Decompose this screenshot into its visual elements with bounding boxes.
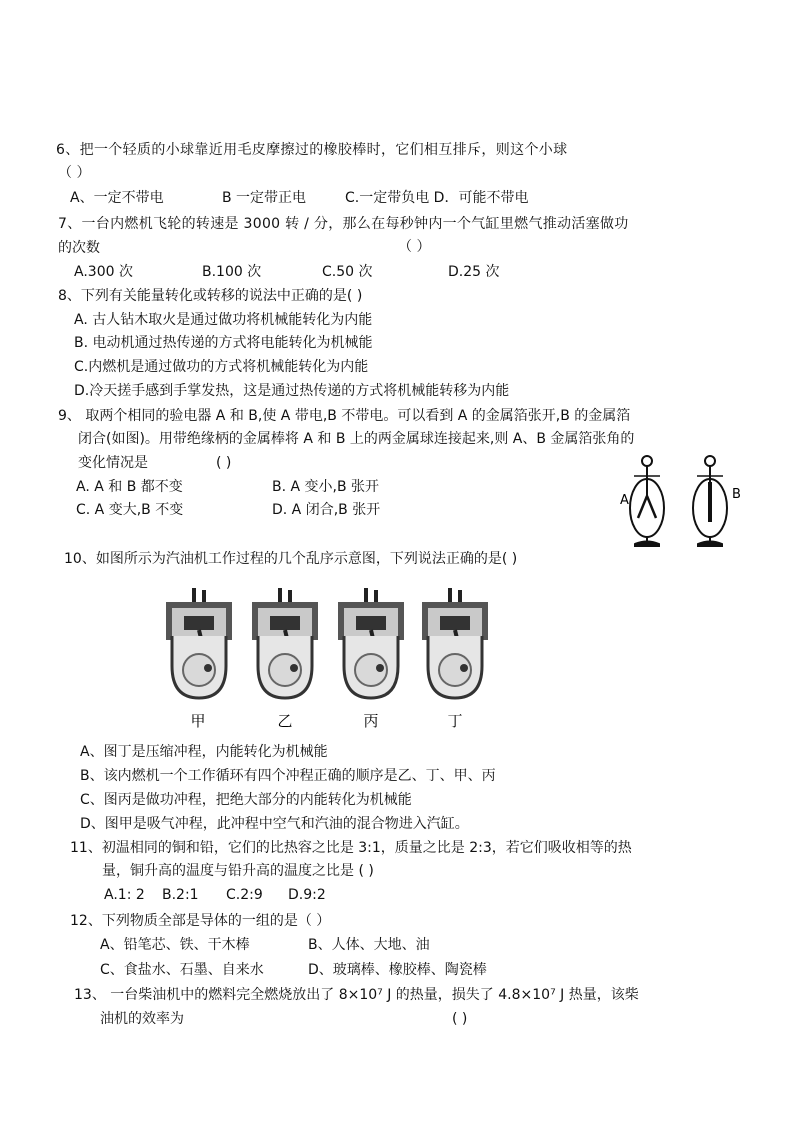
engine-diagram-jia [166, 588, 232, 698]
engine-diagram-bing [338, 588, 404, 698]
engine-diagram-ding [422, 588, 488, 698]
q12-stem: 12、下列物质全部是导体的一组的是（ ） [70, 913, 331, 929]
engine-label-bing: 丙 [363, 712, 379, 730]
q7-stem-line1: 7、一台内燃机飞轮的转速是 3000 转 / 分，那么在每秒钟内一个气缸里燃气推动活塞做功 [58, 216, 629, 232]
q13-stem-line1: 13、 一台柴油机中的燃料完全燃烧放出了 8×10⁷ J 的热量，损失了 4.8×10⁷ J 热量，该柴 [74, 987, 639, 1003]
q8-option-a: A. 古人钻木取火是通过做功将机械能转化为内能 [74, 312, 373, 328]
electroscope-a [630, 456, 664, 546]
electroscope-b-label: B [732, 487, 741, 502]
q9-stem-line2: 闭合(如图)。用带绝缘柄的金属棒将 A 和 B 上的两金属球连接起来,则 A、B 金属箔张角的 [78, 431, 635, 447]
q6-option-a: A、一定不带电 [70, 190, 164, 206]
q11-stem-line1: 11、初温相同的铜和铅，它们的比热容之比是 3:1，质量之比是 2:3，若它们吸收相等的热 [70, 840, 632, 856]
engine-label-ding: 丁 [447, 712, 463, 730]
q12-option-b: B、人体、大地、油 [308, 937, 430, 953]
q10-stem: 10、如图所示为汽油机工作过程的几个乱序示意图，下列说法正确的是( ) [64, 551, 518, 567]
engine-diagram-yi [252, 588, 318, 698]
electroscope-b [693, 456, 727, 546]
q13-answer-paren: ( ) [452, 1011, 468, 1027]
q7-option-c: C.50 次 [322, 264, 373, 280]
q7-option-d: D.25 次 [448, 264, 500, 280]
q12-option-a: A、铅笔芯、铁、干木棒 [100, 937, 250, 953]
electroscope-figure [618, 448, 768, 558]
q8-option-c: C.内燃机是通过做功的方式将机械能转化为内能 [74, 359, 369, 375]
q11-option-c: C.2:9 [226, 887, 263, 903]
electroscope-a-label: A [620, 493, 629, 508]
engine-strokes-figure [158, 586, 498, 738]
q7-answer-paren: （ ） [398, 239, 431, 255]
q10-option-c: C、图丙是做功冲程，把绝大部分的内能转化为机械能 [80, 792, 412, 808]
q12-option-c: C、食盐水、石墨、自来水 [100, 962, 264, 978]
q6-stem-line1: 6、把一个轻质的小球靠近用毛皮摩擦过的橡胶棒时，它们相互排斥，则这个小球 [56, 142, 568, 158]
q7-option-b: B.100 次 [202, 264, 262, 280]
q11-stem-line2: 量，铜升高的温度与铅升高的温度之比是 ( ) [102, 863, 374, 879]
q9-stem-line3: 变化情况是 [78, 455, 148, 471]
q8-option-b: B. 电动机通过热传递的方式将电能转化为机械能 [74, 335, 373, 351]
q10-option-b: B、该内燃机一个工作循环有四个冲程正确的顺序是乙、丁、甲、丙 [80, 768, 496, 784]
q7-option-a: A.300 次 [74, 264, 133, 280]
q9-option-d: D. A 闭合,B 张开 [272, 502, 381, 518]
q11-option-d: D.9:2 [288, 887, 326, 903]
engine-label-jia: 甲 [190, 712, 206, 730]
q9-stem-line1: 9、 取两个相同的验电器 A 和 B,使 A 带电,B 不带电。可以看到 A 的金属箔张开,B 的金属箔 [58, 408, 631, 424]
q11-option-b: B.2:1 [162, 887, 199, 903]
q8-option-d: D.冷天搓手感到手掌发热，这是通过热传递的方式将机械能转移为内能 [74, 383, 510, 399]
q8-stem: 8、下列有关能量转化或转移的说法中正确的是( ) [58, 288, 363, 304]
q6-answer-paren: （ ） [58, 165, 91, 181]
q9-option-a: A. A 和 B 都不变 [76, 479, 183, 495]
q9-option-c: C. A 变大,B 不变 [76, 502, 184, 518]
q10-option-d: D、图甲是吸气冲程，此冲程中空气和汽油的混合物进入汽缸。 [80, 816, 469, 832]
q6-option-b: B 一定带正电 [222, 190, 307, 206]
q13-stem-line2: 油机的效率为 [100, 1011, 184, 1027]
q9-answer-paren: ( ) [216, 455, 232, 471]
q11-option-a: A.1: 2 [104, 887, 145, 903]
engine-label-yi: 乙 [277, 712, 293, 730]
q7-stem-line2: 的次数 [58, 240, 100, 256]
q10-option-a: A、图丁是压缩冲程，内能转化为机械能 [80, 744, 328, 760]
q9-option-b: B. A 变小,B 张开 [272, 479, 380, 495]
q6-option-cd: C.一定带负电 D．可能不带电 [345, 190, 529, 206]
q12-option-d: D、玻璃棒、橡胶棒、陶瓷棒 [308, 962, 487, 978]
